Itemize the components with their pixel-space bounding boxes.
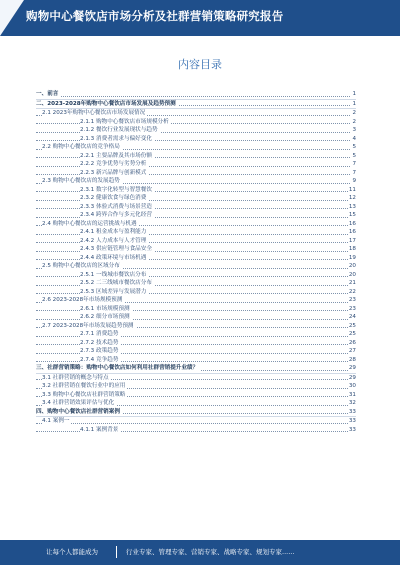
toc-entry[interactable] xyxy=(36,296,356,305)
toc-entry[interactable] xyxy=(36,90,356,100)
toc-entry-title: 三、社群营销策略：购物中心餐饮店如何利用社群营销提升业绩？ xyxy=(36,365,199,371)
toc-entry-page: 27 xyxy=(348,348,356,354)
toc-entry[interactable] xyxy=(36,177,356,186)
toc-entry-page: 29 xyxy=(348,374,356,381)
toc-entry[interactable] xyxy=(36,382,356,391)
toc-entry[interactable] xyxy=(36,245,356,254)
toc-entry[interactable] xyxy=(36,152,356,161)
toc-entry-title: 2.4.2 人力成本与人才管理 xyxy=(80,237,147,244)
toc-entry[interactable] xyxy=(36,126,356,135)
toc-entry-page: 18 xyxy=(348,246,356,252)
toc-entry-page: 32 xyxy=(348,400,356,406)
toc-entry-title: 2.7.2 技术趋势 xyxy=(80,339,119,346)
toc-entry-page: 2 xyxy=(352,110,356,116)
toc-entry-page: 24 xyxy=(348,314,356,320)
toc-entry-page: 19 xyxy=(348,254,356,261)
toc-entry-page: 11 xyxy=(348,186,356,193)
table-of-contents xyxy=(36,90,356,434)
toc-entry-title: 2.2.2 竞争优势与劣势分析 xyxy=(80,161,147,167)
toc-entry-page: 13 xyxy=(348,203,356,210)
toc-entry-title: 2.3.1 数字化转型与智慧餐饮 xyxy=(80,186,152,193)
toc-entry[interactable] xyxy=(36,426,356,435)
toc-entry[interactable] xyxy=(36,237,356,246)
toc-entry-page: 16 xyxy=(348,220,356,227)
toc-entry-page: 33 xyxy=(348,426,356,433)
toc-entry-title: 2.4.1 租金成本与盈利能力 xyxy=(80,229,147,235)
toc-entry-title: 四、购物中心餐饮店社群营销案例 xyxy=(36,408,120,415)
toc-entry-page: 9 xyxy=(352,178,356,184)
toc-entry-title: 2.3 购物中心餐饮店的发展趋势 xyxy=(42,178,120,184)
page-footer xyxy=(0,540,400,565)
toc-entry-page: 16 xyxy=(348,229,356,235)
toc-entry-title: 2.1.2 餐饮行业发展现状与趋势 xyxy=(80,127,158,133)
toc-entry-page: 4 xyxy=(352,135,356,142)
toc-entry-page: 20 xyxy=(348,271,356,278)
toc-entry-title: 2.4.3 供应链管理与食品安全 xyxy=(80,246,152,252)
toc-entry-title: 2.7.3 政策趋势 xyxy=(80,348,119,354)
toc-entry[interactable] xyxy=(36,279,356,288)
toc-entry[interactable] xyxy=(36,160,356,169)
toc-entry-page: 33 xyxy=(348,408,356,415)
toc-entry-title: 2.2.3 新兴品牌与创新模式 xyxy=(80,169,147,176)
toc-entry[interactable] xyxy=(36,186,356,195)
toc-entry[interactable] xyxy=(36,271,356,280)
toc-entry-title: 2.2.1 主要品牌及其市场份额 xyxy=(80,152,152,159)
toc-entry-page: 1 xyxy=(352,91,356,97)
toc-entry[interactable] xyxy=(36,228,356,237)
toc-entry-title: 3.3 购物中心餐饮店社群营销策略 xyxy=(42,391,126,398)
toc-entry-page: 20 xyxy=(348,263,356,269)
header-corner-decoration xyxy=(0,0,24,36)
toc-entry[interactable] xyxy=(36,313,356,322)
toc-entry-page: 23 xyxy=(348,305,356,312)
toc-entry-title: 2.6 2023-2028年市场规模预测 xyxy=(42,297,123,303)
toc-entry[interactable] xyxy=(36,194,356,203)
toc-entry-page: 28 xyxy=(348,356,356,363)
toc-entry-page: 2 xyxy=(352,118,356,125)
toc-entry-page: 15 xyxy=(348,212,356,218)
toc-leader-dots xyxy=(36,96,350,97)
toc-entry-title: 2.3.2 健康饮食与绿色消费 xyxy=(80,195,147,201)
toc-entry[interactable] xyxy=(36,143,356,152)
toc-entry-title: 2.7 2023-2028年市场发展趋势预测 xyxy=(42,322,134,329)
footer-divider xyxy=(116,546,117,558)
toc-entry[interactable] xyxy=(36,262,356,271)
toc-leader-dots xyxy=(36,423,350,424)
toc-entry-page: 17 xyxy=(348,237,356,244)
toc-entry[interactable] xyxy=(36,288,356,297)
toc-entry-page: 31 xyxy=(348,391,356,398)
toc-entry[interactable] xyxy=(36,169,356,178)
toc-entry[interactable] xyxy=(36,220,356,229)
toc-entry[interactable] xyxy=(36,330,356,339)
toc-entry-page: 25 xyxy=(348,331,356,337)
toc-entry[interactable] xyxy=(36,109,356,118)
toc-entry[interactable] xyxy=(36,364,356,374)
toc-entry[interactable] xyxy=(36,408,356,418)
toc-entry[interactable] xyxy=(36,391,356,400)
toc-entry[interactable] xyxy=(36,347,356,356)
toc-entry-title: 2.5.3 区域差异与发展潜力 xyxy=(80,288,147,295)
toc-entry-title: 2.1.3 消费者需求与偏好变化 xyxy=(80,135,152,142)
toc-entry-title: 2.2 购物中心餐饮店的竞争格局 xyxy=(42,144,120,150)
toc-entry[interactable] xyxy=(36,100,356,110)
toc-entry[interactable] xyxy=(36,322,356,331)
toc-entry-title: 2.6.1 市场规模预测 xyxy=(80,305,130,312)
toc-entry[interactable] xyxy=(36,203,356,212)
toc-entry-page: 33 xyxy=(348,418,356,424)
toc-entry-title: 3.4 社群营销效果评估与优化 xyxy=(42,400,115,406)
toc-entry-title: 2.5 购物中心餐饮店的区域分布 xyxy=(42,263,120,269)
report-title: 购物中心餐饮店市场分析及社群营销策略研究报告 xyxy=(26,9,284,23)
toc-entry[interactable] xyxy=(36,135,356,144)
toc-entry[interactable] xyxy=(36,254,356,263)
toc-entry-page: 7 xyxy=(352,161,356,167)
toc-entry-page: 26 xyxy=(348,339,356,346)
toc-entry-page: 25 xyxy=(348,322,356,329)
toc-entry[interactable] xyxy=(36,305,356,314)
toc-entry-page: 7 xyxy=(352,169,356,176)
toc-entry-page: 1 xyxy=(352,100,356,107)
footer-slogan: 让每个人都能成为 xyxy=(46,548,98,556)
toc-entry-title: 二、2023-2028年购物中心餐饮店市场发展及趋势预测 xyxy=(36,100,176,107)
toc-entry-title: 3.2 社群营销在餐饮行业中的应用 xyxy=(42,383,126,389)
toc-entry-page: 30 xyxy=(348,383,356,389)
toc-entry-title: 4.1 案例一 xyxy=(42,418,70,424)
toc-entry-page: 21 xyxy=(348,280,356,286)
toc-heading: 内容目录 xyxy=(178,58,222,71)
toc-entry-page: 5 xyxy=(352,152,356,159)
toc-entry-page: 29 xyxy=(348,365,356,371)
toc-entry-page: 3 xyxy=(352,127,356,133)
toc-entry-title: 2.1.1 购物中心餐饮店市场规模分析 xyxy=(80,118,169,125)
toc-entry-title: 2.4.4 政策环境与市场机遇 xyxy=(80,254,147,261)
toc-entry[interactable] xyxy=(36,374,356,383)
toc-entry-title: 2.5.1 一线城市餐饮店分布 xyxy=(80,271,147,278)
toc-entry-title: 2.7.4 竞争趋势 xyxy=(80,356,119,363)
toc-entry[interactable] xyxy=(36,211,356,220)
toc-entry[interactable] xyxy=(36,339,356,348)
toc-entry-page: 5 xyxy=(352,144,356,150)
footer-tagline: 行业专家、管理专家、营销专家、战略专家、规划专家...... xyxy=(126,548,295,556)
toc-entry-title: 2.7.1 消费趋势 xyxy=(80,331,119,337)
toc-entry-title: 2.6.2 细分市场预测 xyxy=(80,314,130,320)
page-header xyxy=(0,0,400,36)
toc-entry-title: 2.4 购物中心餐饮店的运营挑战与机遇 xyxy=(42,220,137,227)
toc-entry-title: 2.3.3 体验式消费与场景营造 xyxy=(80,203,152,210)
toc-entry-title: 2.5.2 二三线城市餐饮店分布 xyxy=(80,280,152,286)
toc-entry[interactable] xyxy=(36,356,356,365)
toc-entry[interactable] xyxy=(36,118,356,127)
toc-entry-title: 3.1 社群营销的概念与特点 xyxy=(42,374,109,381)
toc-entry-page: 12 xyxy=(348,195,356,201)
toc-entry-title: 4.1.1 案例背景 xyxy=(80,426,119,433)
toc-entry-title: 2.3.4 跨界合作与多元化经营 xyxy=(80,212,152,218)
toc-entry-title: 一、前言 xyxy=(36,91,59,97)
toc-entry-page: 22 xyxy=(348,288,356,295)
toc-entry-title: 2.1 2023年购物中心餐饮店市场发展情况 xyxy=(42,110,146,116)
toc-entry[interactable] xyxy=(36,399,356,408)
toc-entry-page: 23 xyxy=(348,297,356,303)
toc-entry[interactable] xyxy=(36,417,356,426)
